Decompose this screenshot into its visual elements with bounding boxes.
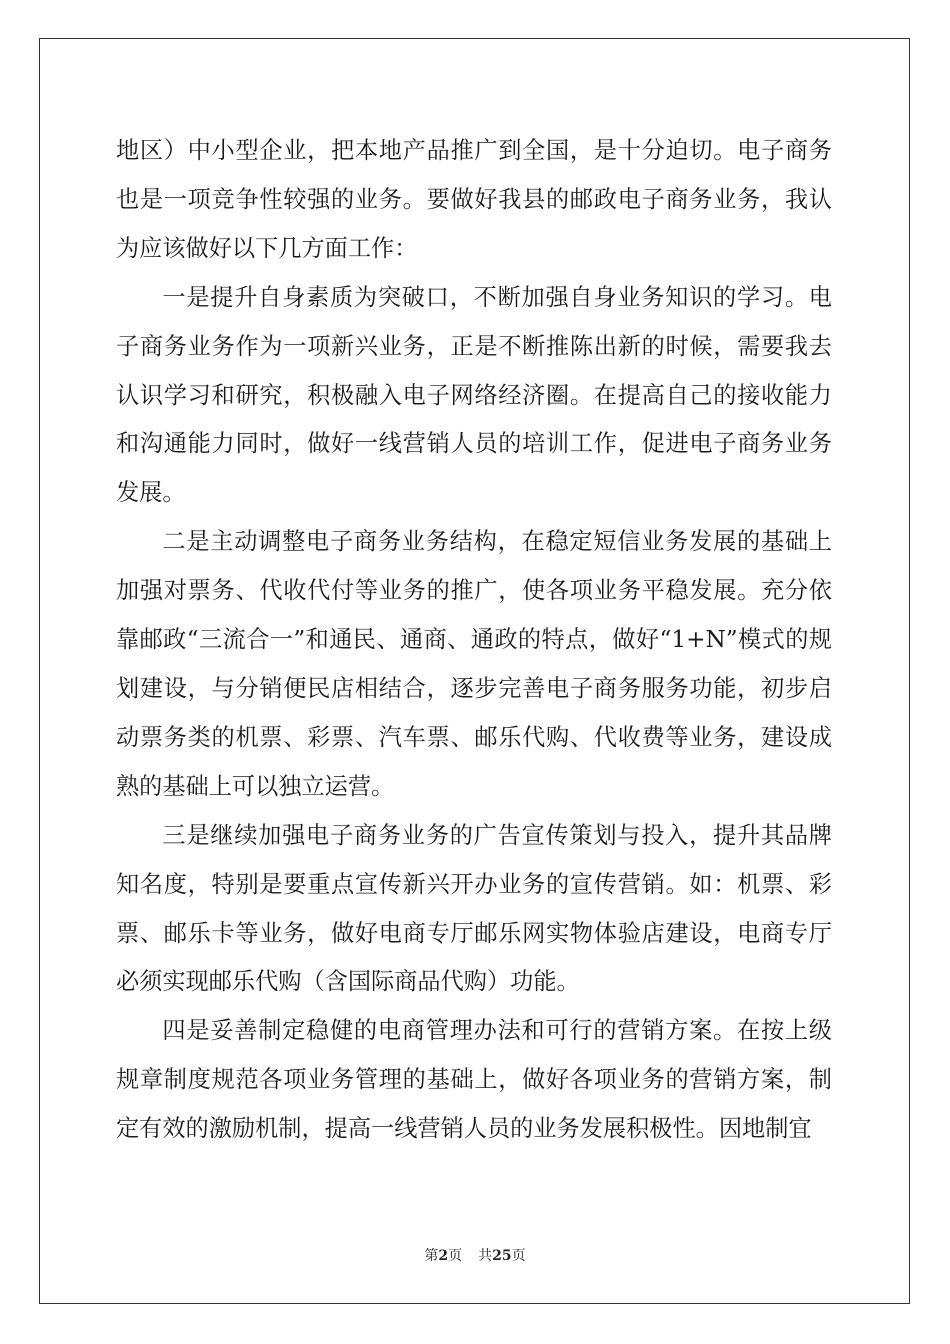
paragraph-1: 地区）中小型企业，把本地产品推广到全国，是十分迫切。电子商务也是一项竞争性较强的业务。要做好我县的邮政电子商务业务，我认为应该做好以下几方面工作： xyxy=(116,137,832,262)
paragraph-3: 二是主动调整电子商务业务结构，在稳定短信业务发展的基础上加强对票务、代收代付等业务的推广，使各项业务平稳发展。充分依靠邮政“三流合一”和通民、通商、通政的特点，做好“1+N”模式的规划建设，与分销便民店相结合，逐步完善电子商务服务功能，初步启动票务类的机票、彩票、汽车票、邮乐代购、代收费等业务，建设成熟的基础上可以独立运营。 xyxy=(116,528,832,800)
page-prefix: 第 xyxy=(424,1248,439,1264)
current-page-number: 2 xyxy=(438,1248,449,1264)
document-body xyxy=(116,127,832,1154)
total-prefix: 共 xyxy=(478,1248,493,1264)
page-number-label xyxy=(424,1248,462,1264)
page-suffix: 页 xyxy=(448,1248,463,1264)
paragraph-4: 三是继续加强电子商务业务的广告宣传策划与投入，提升其品牌知名度，特别是要重点宣传新兴开办业务的宣传营销。如：机票、彩票、邮乐卡等业务，做好电商专厅邮乐网实物体验店建设，电商专厅必须实现邮乐代购（含国际商品代购）功能。 xyxy=(116,821,832,996)
paragraph-2: 一是提升自身素质为突破口，不断加强自身业务知识的学习。电子商务业务作为一项新兴业务，正是不断推陈出新的时候，需要我去认识学习和研究，积极融入电子网络经济圈。在提高自己的接收能力和沟通能力同时，做好一线营销人员的培训工作，促进电子商务业务发展。 xyxy=(116,283,832,507)
total-pages-number: 25 xyxy=(492,1248,512,1264)
total-pages-label xyxy=(478,1248,525,1264)
total-suffix: 页 xyxy=(511,1248,526,1264)
page-footer xyxy=(0,1247,950,1265)
paragraph-5: 四是妥善制定稳健的电商管理办法和可行的营销方案。在按上级规章制度规范各项业务管理的基础上，做好各项业务的营销方案，制定有效的激励机制，提高一线营销人员的业务发展积极性。因地制宜 xyxy=(116,1017,832,1143)
